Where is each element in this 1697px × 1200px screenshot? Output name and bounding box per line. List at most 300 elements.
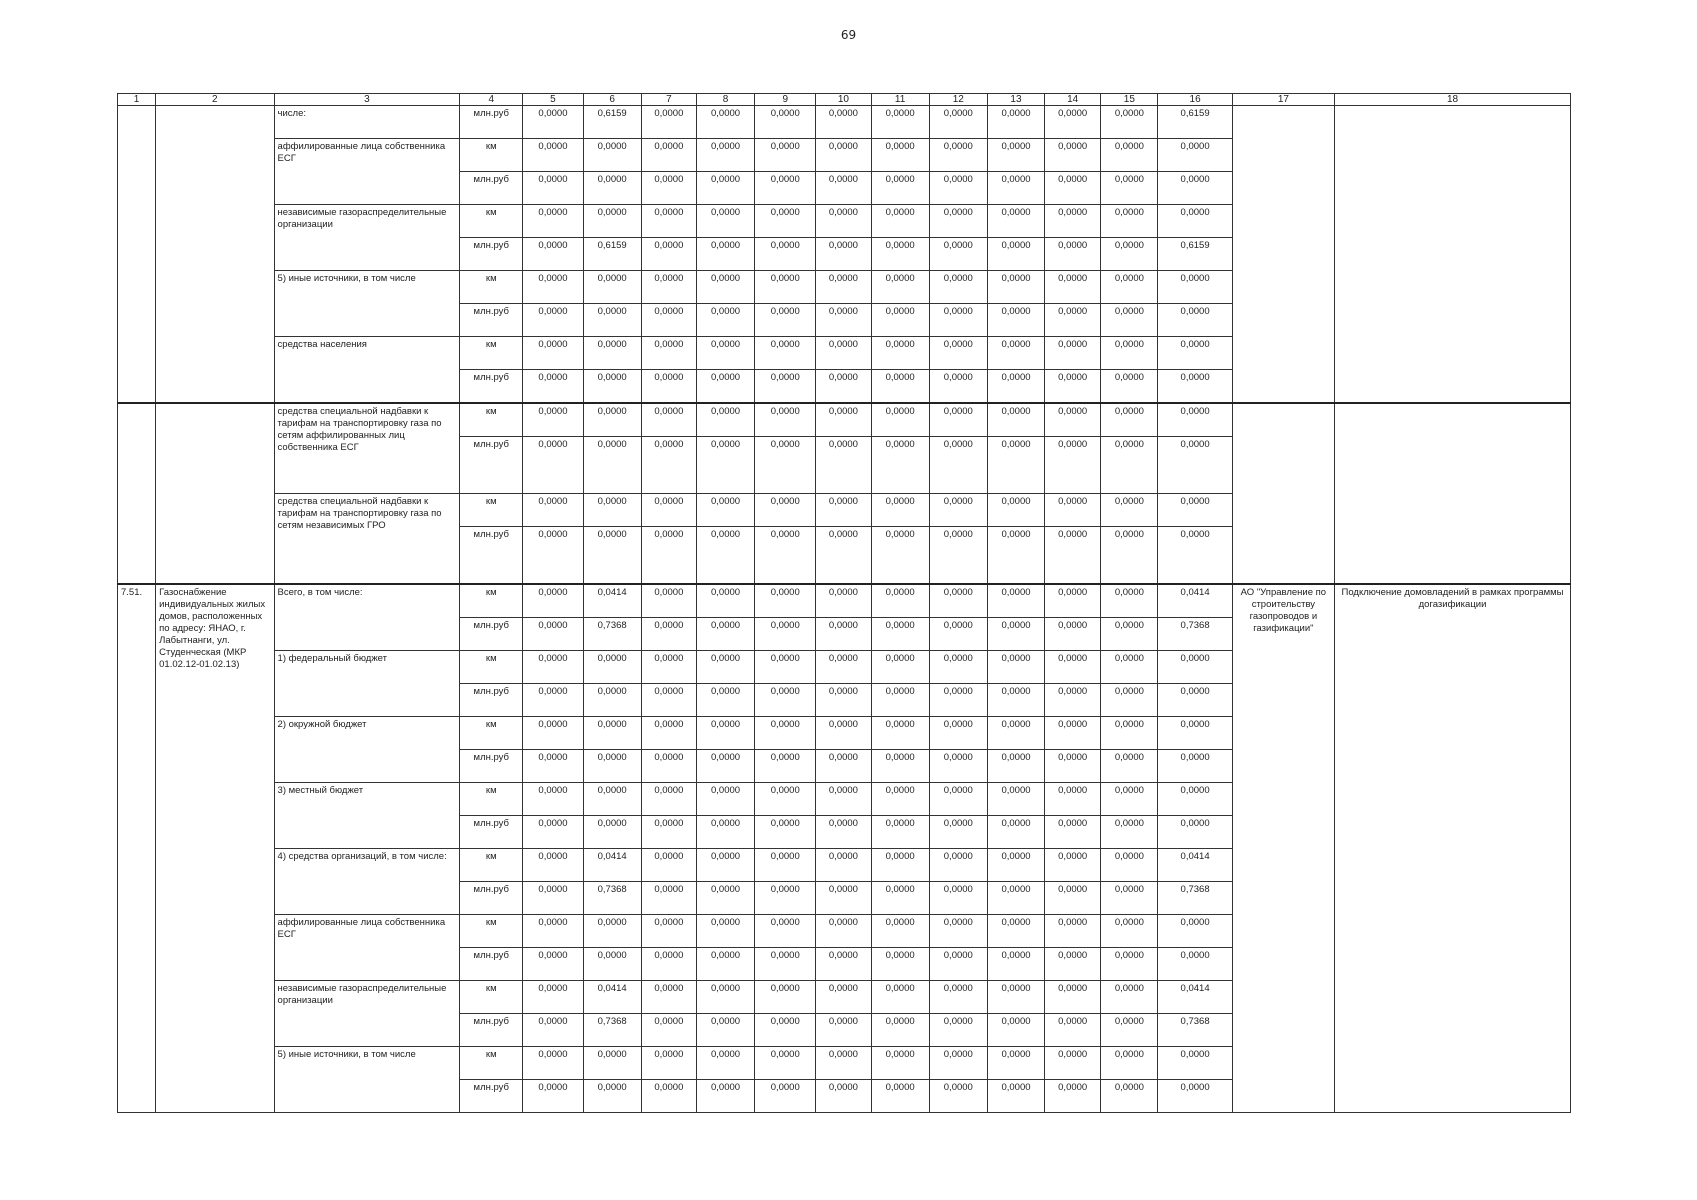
- unit-cell: млн.руб: [460, 106, 523, 139]
- value-cell: 0,0000: [641, 750, 696, 783]
- value-cell: 0,0000: [987, 403, 1044, 437]
- value-cell: 0,0000: [987, 717, 1044, 750]
- value-cell: 0,0000: [929, 1080, 987, 1113]
- value-cell: 0,0000: [641, 618, 696, 651]
- value-cell: 0,0000: [1101, 139, 1158, 172]
- value-cell: 0,0000: [583, 783, 641, 816]
- value-cell: 0,0000: [755, 915, 816, 948]
- value-cell: 0,0000: [1045, 816, 1101, 849]
- value-cell: 0,0000: [871, 981, 929, 1014]
- value-cell: 0,0000: [696, 337, 754, 370]
- value-cell: 0,0000: [1045, 618, 1101, 651]
- value-cell: 0,0000: [755, 205, 816, 238]
- value-cell: 0,0000: [1158, 370, 1232, 404]
- value-cell: 0,0000: [816, 403, 871, 437]
- value-cell: 0,0000: [929, 915, 987, 948]
- value-cell: 0,0000: [641, 1080, 696, 1113]
- value-cell: 0,0000: [696, 948, 754, 981]
- value-cell: 0,0000: [523, 981, 583, 1014]
- value-cell: 0,0000: [583, 139, 641, 172]
- value-cell: 0,0000: [755, 370, 816, 404]
- value-cell: 0,0000: [523, 337, 583, 370]
- value-cell: 0,0000: [641, 783, 696, 816]
- column-header-8: 8: [696, 94, 754, 106]
- value-cell: 0,0000: [1101, 494, 1158, 527]
- value-cell: 0,0000: [929, 337, 987, 370]
- value-cell: 0,0000: [583, 651, 641, 684]
- value-cell: 0,0000: [871, 651, 929, 684]
- column-header-11: 11: [871, 94, 929, 106]
- value-cell: 0,0000: [523, 651, 583, 684]
- value-cell: 0,0000: [523, 205, 583, 238]
- value-cell: 0,0000: [816, 948, 871, 981]
- value-cell: 0,0000: [871, 527, 929, 585]
- value-cell: 0,0000: [929, 139, 987, 172]
- value-cell: 0,0000: [1101, 304, 1158, 337]
- value-cell: 0,0000: [816, 750, 871, 783]
- value-cell: 0,0000: [816, 337, 871, 370]
- value-cell: 0,0000: [987, 849, 1044, 882]
- value-cell: 0,0000: [929, 106, 987, 139]
- value-cell: 0,0000: [755, 684, 816, 717]
- value-cell: 0,0000: [871, 750, 929, 783]
- value-cell: 0,0000: [641, 1047, 696, 1080]
- value-cell: 0,6159: [583, 238, 641, 271]
- value-cell: 0,0000: [523, 717, 583, 750]
- value-cell: 0,0000: [929, 494, 987, 527]
- value-cell: 0,0000: [583, 494, 641, 527]
- value-cell: 0,0000: [1101, 205, 1158, 238]
- value-cell: 0,0000: [755, 948, 816, 981]
- value-cell: 0,0000: [523, 948, 583, 981]
- value-cell: 0,0000: [987, 205, 1044, 238]
- value-cell: 0,0000: [929, 684, 987, 717]
- unit-cell: млн.руб: [460, 172, 523, 205]
- value-cell: 0,0000: [1101, 849, 1158, 882]
- value-cell: 0,0000: [1101, 915, 1158, 948]
- funding-source-label: 2) окружной бюджет: [274, 717, 460, 783]
- value-cell: 0,0000: [816, 882, 871, 915]
- value-cell: 0,0000: [523, 403, 583, 437]
- value-cell: 0,0000: [929, 238, 987, 271]
- unit-cell: км: [460, 981, 523, 1014]
- value-cell: 0,0000: [523, 271, 583, 304]
- value-cell: 0,0000: [1045, 882, 1101, 915]
- value-cell: 0,0000: [871, 882, 929, 915]
- funding-source-label: Всего, в том числе:: [274, 584, 460, 651]
- item-number-cell: 7.51.: [118, 584, 156, 1113]
- value-cell: 0,0000: [755, 1047, 816, 1080]
- value-cell: 0,0000: [1158, 783, 1232, 816]
- value-cell: 0,0000: [1101, 882, 1158, 915]
- unit-cell: млн.руб: [460, 304, 523, 337]
- value-cell: 0,0000: [755, 172, 816, 205]
- unit-cell: км: [460, 584, 523, 618]
- value-cell: 0,0000: [523, 437, 583, 494]
- value-cell: 0,0000: [641, 304, 696, 337]
- unit-cell: млн.руб: [460, 750, 523, 783]
- value-cell: 0,0000: [929, 816, 987, 849]
- value-cell: 0,0000: [583, 1047, 641, 1080]
- value-cell: 0,0000: [641, 849, 696, 882]
- value-cell: 0,0000: [583, 717, 641, 750]
- value-cell: 0,0000: [696, 816, 754, 849]
- value-cell: 0,0000: [1045, 139, 1101, 172]
- value-cell: 0,0000: [1158, 1047, 1232, 1080]
- column-header-10: 10: [816, 94, 871, 106]
- value-cell: 0,0000: [641, 915, 696, 948]
- value-cell: 0,0000: [641, 437, 696, 494]
- value-cell: 0,0000: [816, 981, 871, 1014]
- value-cell: 0,0000: [987, 139, 1044, 172]
- value-cell: 0,0000: [987, 651, 1044, 684]
- value-cell: 0,0000: [696, 527, 754, 585]
- value-cell: 0,0000: [929, 403, 987, 437]
- value-cell: 0,0000: [1101, 337, 1158, 370]
- unit-cell: км: [460, 494, 523, 527]
- unit-cell: км: [460, 717, 523, 750]
- value-cell: 0,0000: [871, 337, 929, 370]
- value-cell: 0,0000: [583, 172, 641, 205]
- unit-cell: км: [460, 849, 523, 882]
- value-cell: 0,0000: [871, 816, 929, 849]
- value-cell: 0,0000: [987, 1047, 1044, 1080]
- unit-cell: млн.руб: [460, 437, 523, 494]
- value-cell: 0,0000: [583, 205, 641, 238]
- value-cell: 0,0000: [929, 1047, 987, 1080]
- unit-cell: км: [460, 403, 523, 437]
- value-cell: 0,0000: [871, 403, 929, 437]
- value-cell: 0,0000: [1045, 370, 1101, 404]
- value-cell: 0,0000: [871, 205, 929, 238]
- value-cell: 0,0000: [871, 684, 929, 717]
- value-cell: 0,0000: [696, 618, 754, 651]
- value-cell: 0,0000: [1045, 494, 1101, 527]
- value-cell: 0,0000: [1158, 494, 1232, 527]
- value-cell: 0,0000: [871, 494, 929, 527]
- funding-source-label: средства специальной надбавки к тарифам на транспортировку газа по сетям аффилированных лиц собственника ЕСГ: [274, 403, 460, 494]
- value-cell: 0,0000: [1045, 205, 1101, 238]
- value-cell: 0,0000: [696, 1047, 754, 1080]
- value-cell: 0,0000: [1158, 717, 1232, 750]
- value-cell: 0,0000: [987, 271, 1044, 304]
- object-name-cell: [156, 403, 274, 584]
- value-cell: 0,0000: [755, 1080, 816, 1113]
- value-cell: 0,0000: [755, 584, 816, 618]
- value-cell: 0,0000: [816, 783, 871, 816]
- value-cell: 0,0000: [929, 304, 987, 337]
- value-cell: 0,0414: [583, 584, 641, 618]
- column-header-14: 14: [1045, 94, 1101, 106]
- value-cell: 0,0000: [696, 494, 754, 527]
- value-cell: 0,7368: [583, 882, 641, 915]
- value-cell: 0,0000: [696, 584, 754, 618]
- unit-cell: млн.руб: [460, 370, 523, 404]
- value-cell: 0,0000: [929, 717, 987, 750]
- value-cell: 0,0000: [641, 403, 696, 437]
- value-cell: 0,0000: [583, 527, 641, 585]
- value-cell: 0,0000: [696, 1014, 754, 1047]
- value-cell: 0,0000: [523, 304, 583, 337]
- column-header-13: 13: [987, 94, 1044, 106]
- value-cell: 0,0000: [696, 139, 754, 172]
- value-cell: 0,0000: [1158, 915, 1232, 948]
- value-cell: 0,0000: [1045, 783, 1101, 816]
- value-cell: 0,6159: [583, 106, 641, 139]
- value-cell: 0,0000: [871, 304, 929, 337]
- value-cell: 0,0000: [1158, 139, 1232, 172]
- funding-source-label: 3) местный бюджет: [274, 783, 460, 849]
- value-cell: 0,0000: [696, 271, 754, 304]
- value-cell: 0,7368: [583, 618, 641, 651]
- column-header-2: 2: [156, 94, 274, 106]
- value-cell: 0,0000: [987, 948, 1044, 981]
- value-cell: 0,0000: [1158, 304, 1232, 337]
- value-cell: 0,0000: [696, 981, 754, 1014]
- table-body: [118, 94, 1571, 1113]
- funding-source-label: 5) иные источники, в том числе: [274, 271, 460, 337]
- value-cell: 0,0000: [1158, 750, 1232, 783]
- value-cell: 0,0000: [816, 139, 871, 172]
- value-cell: 0,6159: [1158, 106, 1232, 139]
- value-cell: 0,0000: [816, 437, 871, 494]
- value-cell: 0,0000: [1045, 849, 1101, 882]
- value-cell: 0,0000: [755, 849, 816, 882]
- unit-cell: млн.руб: [460, 1014, 523, 1047]
- value-cell: 0,0000: [987, 750, 1044, 783]
- column-header-9: 9: [755, 94, 816, 106]
- funding-source-label: аффилированные лица собственника ЕСГ: [274, 915, 460, 981]
- value-cell: 0,0000: [1045, 304, 1101, 337]
- value-cell: 0,0000: [583, 1080, 641, 1113]
- value-cell: 0,7368: [1158, 618, 1232, 651]
- funding-source-label: средства специальной надбавки к тарифам на транспортировку газа по сетям независимых ГРО: [274, 494, 460, 585]
- value-cell: 0,0000: [871, 618, 929, 651]
- value-cell: 0,0000: [755, 337, 816, 370]
- value-cell: 0,0000: [755, 618, 816, 651]
- unit-cell: км: [460, 783, 523, 816]
- unit-cell: млн.руб: [460, 816, 523, 849]
- value-cell: 0,0000: [1101, 750, 1158, 783]
- value-cell: 0,0000: [1101, 1014, 1158, 1047]
- unit-cell: км: [460, 271, 523, 304]
- value-cell: 0,0000: [1158, 172, 1232, 205]
- value-cell: 0,0000: [987, 304, 1044, 337]
- value-cell: 0,0000: [1045, 238, 1101, 271]
- value-cell: 0,0000: [696, 238, 754, 271]
- value-cell: 0,0000: [755, 403, 816, 437]
- value-cell: 0,0000: [755, 651, 816, 684]
- value-cell: 0,0000: [696, 882, 754, 915]
- value-cell: 0,0000: [1101, 618, 1158, 651]
- value-cell: 0,0000: [1045, 106, 1101, 139]
- column-header-7: 7: [641, 94, 696, 106]
- note-cell: Подключение домовладений в рамках программы догазификации: [1335, 584, 1571, 1113]
- value-cell: 0,0000: [523, 882, 583, 915]
- value-cell: 0,0000: [641, 337, 696, 370]
- value-cell: 0,0000: [1158, 1080, 1232, 1113]
- value-cell: 0,0000: [755, 238, 816, 271]
- value-cell: 0,0000: [583, 684, 641, 717]
- value-cell: 0,0000: [929, 948, 987, 981]
- value-cell: 0,0000: [583, 304, 641, 337]
- value-cell: 0,0000: [1158, 403, 1232, 437]
- value-cell: 0,0000: [1101, 172, 1158, 205]
- unit-cell: км: [460, 651, 523, 684]
- value-cell: 0,0000: [1158, 271, 1232, 304]
- unit-cell: км: [460, 915, 523, 948]
- value-cell: 0,0000: [816, 172, 871, 205]
- value-cell: 0,0000: [696, 403, 754, 437]
- value-cell: 0,0000: [696, 684, 754, 717]
- value-cell: 0,0000: [523, 172, 583, 205]
- value-cell: 0,0000: [523, 684, 583, 717]
- value-cell: 0,0000: [871, 1014, 929, 1047]
- value-cell: 0,0000: [641, 527, 696, 585]
- value-cell: 0,0000: [929, 527, 987, 585]
- value-cell: 0,0000: [641, 717, 696, 750]
- value-cell: 0,0000: [816, 651, 871, 684]
- value-cell: 0,6159: [1158, 238, 1232, 271]
- value-cell: 0,0000: [583, 403, 641, 437]
- value-cell: 0,0000: [696, 106, 754, 139]
- value-cell: 0,0000: [871, 437, 929, 494]
- value-cell: 0,0000: [523, 849, 583, 882]
- value-cell: 0,0000: [641, 948, 696, 981]
- value-cell: 0,0000: [816, 717, 871, 750]
- column-header-17: 17: [1232, 94, 1334, 106]
- item-number-cell: [118, 106, 156, 404]
- value-cell: 0,0000: [1045, 1047, 1101, 1080]
- value-cell: 0,7368: [583, 1014, 641, 1047]
- value-cell: 0,0000: [871, 717, 929, 750]
- table-row: [118, 403, 1571, 437]
- unit-cell: млн.руб: [460, 618, 523, 651]
- value-cell: 0,0000: [696, 437, 754, 494]
- column-number-header: [118, 94, 1571, 106]
- value-cell: 0,0000: [1101, 684, 1158, 717]
- value-cell: 0,0000: [929, 1014, 987, 1047]
- value-cell: 0,0000: [755, 494, 816, 527]
- value-cell: 0,7368: [1158, 882, 1232, 915]
- value-cell: 0,0000: [987, 1014, 1044, 1047]
- value-cell: 0,0000: [696, 205, 754, 238]
- value-cell: 0,0000: [1101, 403, 1158, 437]
- value-cell: 0,0000: [816, 304, 871, 337]
- value-cell: 0,0000: [929, 651, 987, 684]
- value-cell: 0,0000: [1158, 816, 1232, 849]
- funding-source-label: средства населения: [274, 337, 460, 404]
- value-cell: 0,0000: [583, 370, 641, 404]
- value-cell: 0,0000: [696, 651, 754, 684]
- value-cell: 0,0000: [1045, 717, 1101, 750]
- table-row: [118, 106, 1571, 139]
- value-cell: 0,0000: [755, 1014, 816, 1047]
- value-cell: 0,0000: [1101, 527, 1158, 585]
- value-cell: 0,0000: [641, 584, 696, 618]
- value-cell: 0,0000: [1158, 337, 1232, 370]
- value-cell: 0,0000: [523, 106, 583, 139]
- value-cell: 0,0000: [641, 816, 696, 849]
- column-header-1: 1: [118, 94, 156, 106]
- value-cell: 0,0000: [929, 205, 987, 238]
- value-cell: 0,0414: [583, 849, 641, 882]
- value-cell: 0,0000: [523, 618, 583, 651]
- value-cell: 0,0000: [583, 271, 641, 304]
- value-cell: 0,0000: [929, 437, 987, 494]
- unit-cell: млн.руб: [460, 948, 523, 981]
- value-cell: 0,0000: [816, 915, 871, 948]
- value-cell: 0,0000: [929, 981, 987, 1014]
- value-cell: 0,0000: [1101, 106, 1158, 139]
- column-header-18: 18: [1335, 94, 1571, 106]
- value-cell: 0,0000: [641, 271, 696, 304]
- value-cell: 0,0000: [755, 527, 816, 585]
- value-cell: 0,0000: [755, 717, 816, 750]
- value-cell: 0,0000: [987, 238, 1044, 271]
- item-number-cell: [118, 403, 156, 584]
- value-cell: 0,0000: [641, 494, 696, 527]
- object-name-cell: Газоснабжение индивидуальных жилых домов, расположенных по адресу: ЯНАО, г. Лабытнанги, ул. Студенческая (МКР 01.02.12-01.02.13): [156, 584, 274, 1113]
- value-cell: 0,0000: [1045, 437, 1101, 494]
- value-cell: 0,0000: [1045, 172, 1101, 205]
- value-cell: 0,0000: [929, 783, 987, 816]
- value-cell: 0,0000: [1045, 1080, 1101, 1113]
- value-cell: 0,0000: [929, 584, 987, 618]
- value-cell: 0,0000: [696, 750, 754, 783]
- value-cell: 0,0000: [987, 1080, 1044, 1113]
- value-cell: 0,0000: [641, 370, 696, 404]
- value-cell: 0,0000: [929, 750, 987, 783]
- value-cell: 0,0000: [583, 750, 641, 783]
- value-cell: 0,0000: [871, 139, 929, 172]
- value-cell: 0,0000: [1045, 915, 1101, 948]
- value-cell: 0,0000: [641, 882, 696, 915]
- value-cell: 0,0000: [1045, 981, 1101, 1014]
- value-cell: 0,0000: [583, 915, 641, 948]
- value-cell: 0,0000: [523, 750, 583, 783]
- value-cell: 0,0000: [523, 139, 583, 172]
- funding-source-label: аффилированные лица собственника ЕСГ: [274, 139, 460, 205]
- value-cell: 0,0000: [583, 816, 641, 849]
- value-cell: 0,0000: [523, 494, 583, 527]
- value-cell: 0,0000: [583, 437, 641, 494]
- value-cell: 0,0000: [1045, 584, 1101, 618]
- value-cell: 0,0000: [987, 981, 1044, 1014]
- value-cell: 0,0000: [1045, 271, 1101, 304]
- value-cell: 0,0000: [871, 849, 929, 882]
- value-cell: 0,0000: [871, 106, 929, 139]
- value-cell: 0,0000: [755, 783, 816, 816]
- value-cell: 0,0414: [1158, 981, 1232, 1014]
- value-cell: 0,0000: [816, 849, 871, 882]
- value-cell: 0,0000: [755, 882, 816, 915]
- value-cell: 0,0000: [871, 948, 929, 981]
- value-cell: 0,0000: [816, 494, 871, 527]
- value-cell: 0,0414: [1158, 849, 1232, 882]
- value-cell: 0,0000: [641, 172, 696, 205]
- column-header-15: 15: [1101, 94, 1158, 106]
- value-cell: 0,0000: [1101, 437, 1158, 494]
- value-cell: 0,0000: [755, 304, 816, 337]
- value-cell: 0,0000: [929, 882, 987, 915]
- value-cell: 0,0000: [523, 1080, 583, 1113]
- value-cell: 0,0000: [1045, 403, 1101, 437]
- value-cell: 0,0000: [987, 337, 1044, 370]
- unit-cell: млн.руб: [460, 1080, 523, 1113]
- value-cell: 0,0000: [641, 205, 696, 238]
- value-cell: 0,0000: [1101, 370, 1158, 404]
